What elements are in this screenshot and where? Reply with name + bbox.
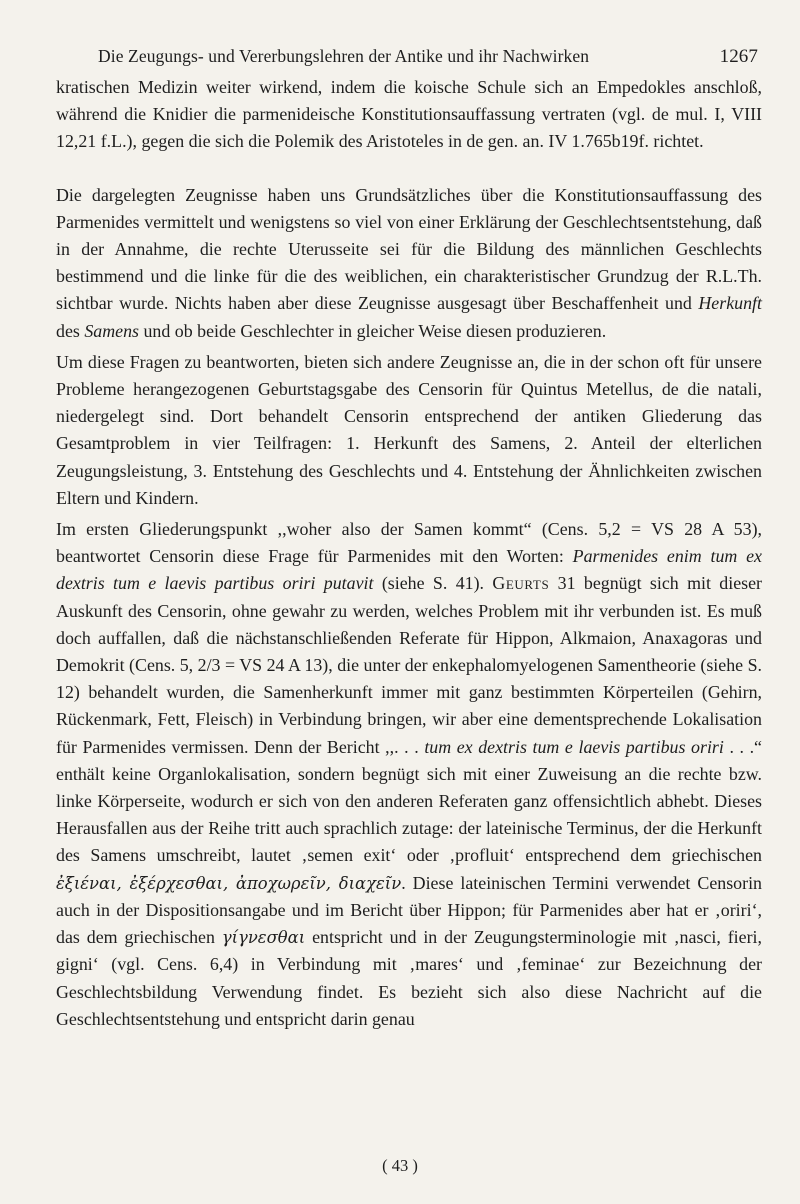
paragraph-4-text-b: (siehe S. 41). bbox=[373, 573, 493, 594]
running-head-title: Die Zeugungs- und Vererbungslehren der Antike und ihr Nachwirken bbox=[98, 46, 590, 66]
folio: ( 43 ) bbox=[382, 1156, 418, 1175]
paragraph-2-connector: des bbox=[56, 320, 85, 341]
latin-quote-short: tum ex dextris tum e laevis partibus oriri bbox=[424, 736, 724, 757]
paragraph-3-text: Um diese Fragen zu beantworten, bieten sich andere Zeugnisse an, die in der schon oft für unsere Probleme herangezogenen Geburtstagsgabe des Censorin für Quintus Metellus, de die natali, niedergelegt sind. Dort behandelt Censorin entsprechend der antiken Gliederung das Gesamtproblem in vier Teilfragen: 1. Herkunft des Samens, 2. Anteil der elterlichen Zeugungsleistung, 3. Entstehung des Geschlechts und 4. Entstehung der Ähnlichkeiten zwischen Eltern und Kindern. bbox=[56, 351, 762, 508]
paragraph-1 bbox=[56, 74, 762, 156]
paragraph-2-end: und ob beide Geschlechter in gleicher Weise diesen produzieren. bbox=[139, 320, 607, 341]
greek-term-gignesthai: γίγνεσθαι bbox=[221, 928, 306, 948]
latin-quote-censorin: Parmenides enim tum ex dextris tum e laevis partibus oriri putavit bbox=[56, 546, 762, 594]
paragraph-4-text-f: entspricht und in der Zeugungsterminologie mit ‚nasci, fieri, gigni‘ (vgl. Cens. 6,4) in Verbindung mit ‚mares‘ und ‚feminae‘ zur Bezeichnung der Geschlechtsbildung Verwendung findet. Es bezieht sich also diese Nachricht auf die Geschlechtsentstehung und entspricht darin genau bbox=[56, 927, 762, 1029]
greek-terms: ἐξιέναι, ἐξέρχεσθαι, ἀποχωρεῖν, διαχεῖν bbox=[56, 873, 402, 893]
paragraph-4-text-e: . Diese lateinischen Termini verwendet Censorin auch in der Dispositionsangabe und im Bericht über Hippon; für Parmenides aber hat er ‚oriri‘, das dem griechischen bbox=[56, 872, 762, 948]
paragraph-4-text-d: . . .“ enthält keine Organlokalisation, sondern begnügt sich mit einer Zuweisung an die rechte bzw. linke Körperseite, wodurch er sich von den anderen Referaten ganz offensichtlich abhebt. Dieses Herausfallen aus der Reihe tritt auch sprachlich zutage: der lateinische Terminus, der die Herkunft des Samens umschreibt, lautet ‚semen exit‘ oder ‚profluit‘ entsprechend dem griechischen bbox=[56, 736, 763, 866]
page-number: 1267 bbox=[719, 46, 758, 67]
paragraph-3 bbox=[56, 349, 762, 512]
body-text bbox=[56, 74, 762, 1033]
paragraph-4-text-a: Im ersten Gliederungspunkt ,,woher also der Samen kommt“ (Cens. 5,2 = VS 28 A 53), beantwortet Censorin diese Frage für Parmenides mit den Worten: bbox=[56, 519, 762, 567]
running-head bbox=[98, 46, 758, 70]
paragraph-2 bbox=[56, 182, 762, 345]
paragraph-4 bbox=[56, 516, 762, 1033]
emphasis-samens: Samens bbox=[84, 320, 139, 341]
author-name-geurts: Geurts bbox=[492, 573, 550, 594]
paragraph-2-text: Die dargelegten Zeugnisse haben uns Grundsätzliches über die Konstitutionsauffassung des Parmenides vermittelt und wenigstens so viel von einer Erklärung der Geschlechtsentstehung, daß in der Annahme, die rechte Uterusseite sei für die Bildung des männlichen Geschlechts bestimmend und die linke für die des weiblichen, ein charakteristischer Grundzug der R.L.Th. sichtbar wurde. Nichts haben aber diese Zeugnisse ausgesagt über Beschaffenheit und bbox=[56, 184, 762, 314]
paragraph-4-text-c: 31 begnügt sich mit dieser Auskunft des Censorin, ohne gewahr zu werden, welches Problem mit ihr verbunden ist. Es muß doch auffallen, daß die nächstanschließenden Referate für Hippon, Alkmaion, Anaxagoras und Demokrit (Cens. 5, 2/3 = VS 24 A 13), die unter der enkephalomyelogenen Samentheorie (siehe S. 12) behandelt wurden, die Samenherkunft immer mit ganz bestimmten Körperteilen (Gehirn, Rückenmark, Fett, Fleisch) in Verbindung bringen, wir aber eine dementsprechende Lokalisation für Parmenides vermissen. Denn der Bericht ,,. . . bbox=[56, 573, 762, 757]
emphasis-herkunft: Herkunft bbox=[698, 293, 762, 314]
paragraph-1-text: kratischen Medizin weiter wirkend, indem die koische Schule sich an Empedokles anschloß, während die Knidier die parmenideische Konstitutionsauffassung vertraten (vgl. de mul. I, VIII 12,21 f.L.), gegen die sich die Polemik des Aristoteles in de gen. an. IV 1.765b19f. richtet. bbox=[56, 77, 762, 152]
